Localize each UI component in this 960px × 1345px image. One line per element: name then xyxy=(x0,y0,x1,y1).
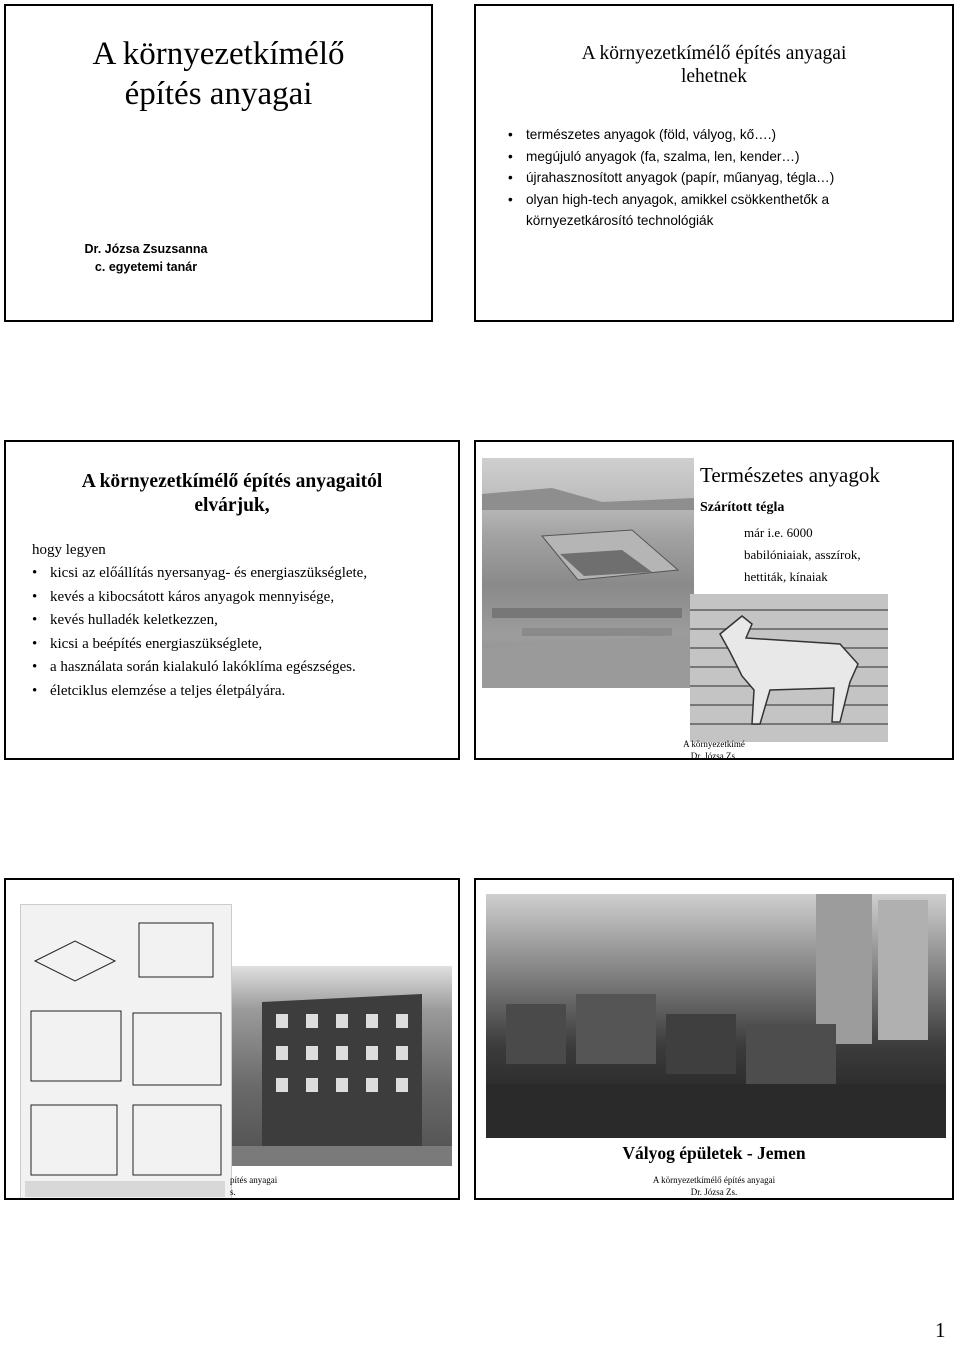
slide-title xyxy=(4,4,433,322)
list-item xyxy=(32,680,448,704)
footer-line-2: s. xyxy=(230,1187,236,1197)
list-item-text: a használata során kialakuló lakóklíma egészséges. xyxy=(50,659,356,676)
ruins-illustration xyxy=(482,458,694,688)
body-line: babilóniaiak, asszírok, xyxy=(744,547,861,562)
title-line-2: építés anyagai xyxy=(124,76,313,112)
bullet-icon: • xyxy=(32,659,38,676)
yemen-mud-buildings-photo xyxy=(486,894,946,1138)
bullet-list xyxy=(508,124,932,232)
list-item xyxy=(508,167,932,189)
heading-line-1: A környezetkímélő építés anyagaitól xyxy=(81,471,383,492)
bullet-icon: • xyxy=(508,127,513,142)
title-line-1: A környezetkímélő xyxy=(92,36,345,72)
slide-heading xyxy=(476,42,952,88)
list-item-text: kicsi az előállítás nyersanyag- és energiaszükséglete, xyxy=(50,565,368,581)
list-item-text: kevés hulladék keletkezzen, xyxy=(50,612,218,629)
list-item xyxy=(32,609,448,633)
list-item-text: megújuló anyagok (fa, szalma, len, kender…) xyxy=(526,148,800,164)
ruins-photo xyxy=(482,458,694,688)
author-block xyxy=(46,240,246,276)
yemen-illustration xyxy=(486,894,946,1138)
bullet-icon: • xyxy=(508,191,513,207)
bullet-icon: • xyxy=(32,682,38,699)
slide-footer xyxy=(476,738,952,760)
slide-yemen-buildings xyxy=(474,878,954,1200)
apartment-building-photo xyxy=(232,966,452,1166)
list-item-text: életciklus elemzése a teljes életpályára. xyxy=(50,682,286,699)
bullet-icon: • xyxy=(32,565,38,581)
list-item xyxy=(508,124,932,146)
heading-line-2: elvárjuk, xyxy=(194,495,270,516)
footer-line-1: A környezetkímélő építés anyagai xyxy=(652,1175,776,1185)
plans-illustration xyxy=(21,905,231,1199)
list-item xyxy=(32,586,448,610)
bullet-icon: • xyxy=(32,588,38,605)
list-item xyxy=(508,146,932,168)
list-item xyxy=(32,633,448,657)
slide-title-heading xyxy=(6,34,431,114)
body-line: hettiták, kínaiak xyxy=(744,569,828,584)
slide-heading: Vályog épületek - Jemen xyxy=(622,1143,806,1163)
heading-line-1: A környezetkímélő építés anyagai xyxy=(581,43,847,64)
author-name: Dr. Józsa Zsuzsanna xyxy=(84,242,208,256)
list-item-text: kicsi a beépítés energiaszükséglete, xyxy=(50,635,263,652)
list-item-text: kevés a kibocsátott káros anyagok mennyisége, xyxy=(50,588,335,605)
list-item xyxy=(32,562,448,586)
bullet-icon: • xyxy=(508,170,513,185)
slide-heading: Természetes anyagok xyxy=(700,463,880,487)
slide-footer xyxy=(230,1174,277,1198)
brick-relief-photo xyxy=(690,594,888,742)
slide-materials-list xyxy=(474,4,954,322)
list-item-text: olyan high-tech anyagok, amikkel csökkenthetők a környezetkárosító technológiák xyxy=(526,191,830,228)
list-item-text: újrahasznosított anyagok (papír, műanyag, tégla…) xyxy=(526,170,835,185)
bullet-list xyxy=(32,562,448,704)
footer-line-2: Dr. Józsa Zs. xyxy=(690,1187,738,1197)
list-item xyxy=(508,189,932,232)
list-item-text: természetes anyagok (föld, vályog, kő….) xyxy=(526,127,777,142)
building-illustration xyxy=(232,966,452,1166)
page-number: 1 xyxy=(935,1318,946,1342)
slide-building-examples xyxy=(4,878,460,1200)
footer-line-1: pítés anyagai xyxy=(230,1175,278,1185)
bullet-icon: • xyxy=(32,612,38,629)
architectural-plans-image xyxy=(20,904,232,1200)
footer-line-1: A környezetkímé xyxy=(683,739,745,749)
slide-subheading: Szárított tégla xyxy=(700,500,785,515)
intro-text: hogy legyen xyxy=(32,542,106,558)
slide-expectations xyxy=(4,440,460,760)
slide-heading xyxy=(6,470,458,518)
bullet-icon: • xyxy=(32,635,38,652)
slide-body xyxy=(744,522,861,588)
horse-relief-illustration xyxy=(690,594,888,742)
bullet-icon: • xyxy=(508,148,513,164)
heading-line-2: lehetnek xyxy=(680,66,748,87)
slide-natural-materials xyxy=(474,440,954,760)
slide-footer xyxy=(476,1174,952,1198)
list-item xyxy=(32,656,448,680)
author-title: c. egyetemi tanár xyxy=(94,260,198,274)
footer-line-2: Dr. Józsa Zs. xyxy=(690,751,738,760)
body-line: már i.e. 6000 xyxy=(744,525,813,540)
